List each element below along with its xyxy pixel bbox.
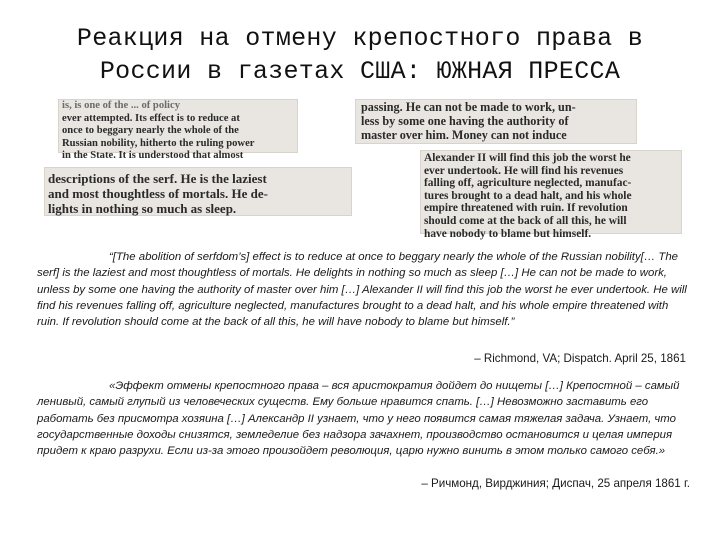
russian-quote-source: – Ричмонд, Вирджиния; Диспач, 25 апреля 1861 г. [421, 477, 690, 490]
clipping-line: empire threatened with ruin. If revolution [424, 202, 628, 215]
clipping-line: tures brought to a dead halt, and his whole [424, 189, 632, 202]
newspaper-clipping-2 [44, 167, 352, 216]
english-quote-text: “[The abolition of serfdom’s] effect is to reduce at once to beggary nearly the whole of the Russian nobility[… The serf] is the laziest and most thoughtless of mortals. He delights in nothing so much as sleep […] He can not be made to work, unless by some one having the authority of master over him […] Alexander II will find this job the worst he ever undertook. He will find his revenues falling off, agriculture neglected, manufactures brought to a dead halt, and his whole empire threatened with ruin. If revolution should come at the back of all this, he will have nobody to blame but himself.” [37, 251, 687, 329]
clipping-line: ever attempted. Its effect is to reduce at [62, 112, 240, 124]
clipping-line: in the State. It is understood that almost [62, 150, 244, 162]
english-quote [37, 249, 687, 330]
clipping-line: Russian nobility, hitherto the ruling power [62, 137, 255, 149]
clipping-line: descriptions of the serf. He is the laziest [48, 171, 267, 186]
newspaper-clipping-4 [420, 150, 682, 240]
newspaper-clipping-1 [58, 99, 298, 162]
english-quote-source: – Richmond, VA; Dispatch. April 25, 1861 [474, 352, 686, 365]
clipping-line: is, is one of the ... of policy [62, 100, 181, 111]
clipping-line: once to beggary nearly the whole of the [62, 125, 239, 137]
slide-title [0, 22, 720, 88]
clipping-line: should come at the back of all this, he will [424, 214, 627, 227]
clipping-line: master over him. Money can not induce [361, 128, 567, 142]
newspaper-clipping-3 [355, 99, 637, 144]
clipping-line: passing. He can not be made to work, un- [361, 100, 576, 114]
clipping-line: less by some one having the authority of [361, 114, 569, 128]
clipping-line: ever undertook. He will find his revenues [424, 164, 624, 177]
clipping-line: falling off, agriculture neglected, manufac- [424, 177, 632, 190]
clipping-line: and most thoughtless of mortals. He de- [48, 186, 268, 201]
clipping-line: have nobody to blame but himself. [424, 227, 592, 240]
russian-quote [37, 378, 687, 459]
clipping-line: Alexander II will find this job the worst he [424, 152, 631, 164]
slide-title-line-2: России в газетах США: ЮЖНАЯ ПРЕССА [99, 57, 621, 86]
slide-title-line-1: Реакция на отмену крепостного права в [76, 24, 644, 53]
russian-quote-text: «Эффект отмены крепостного права – вся аристократия дойдет до нищеты […] Крепостной – самый ленивый, самый глупый из человеческих существ. Ему больше нравится спать. […] Невозможно заставить его работать без присмотра хозяина […] Александр II узнает, что у него появится самая тяжелая задача. Узнает, что государственные доходы снизятся, земледелие без надзора зачахнет, производство остановится и целая империя придет к краю разрухи. Если из-за этого произойдет революция, царю нужно винить в этом только самого себя.» [37, 380, 680, 458]
clipping-line: lights in nothing so much as sleep. [48, 201, 237, 216]
